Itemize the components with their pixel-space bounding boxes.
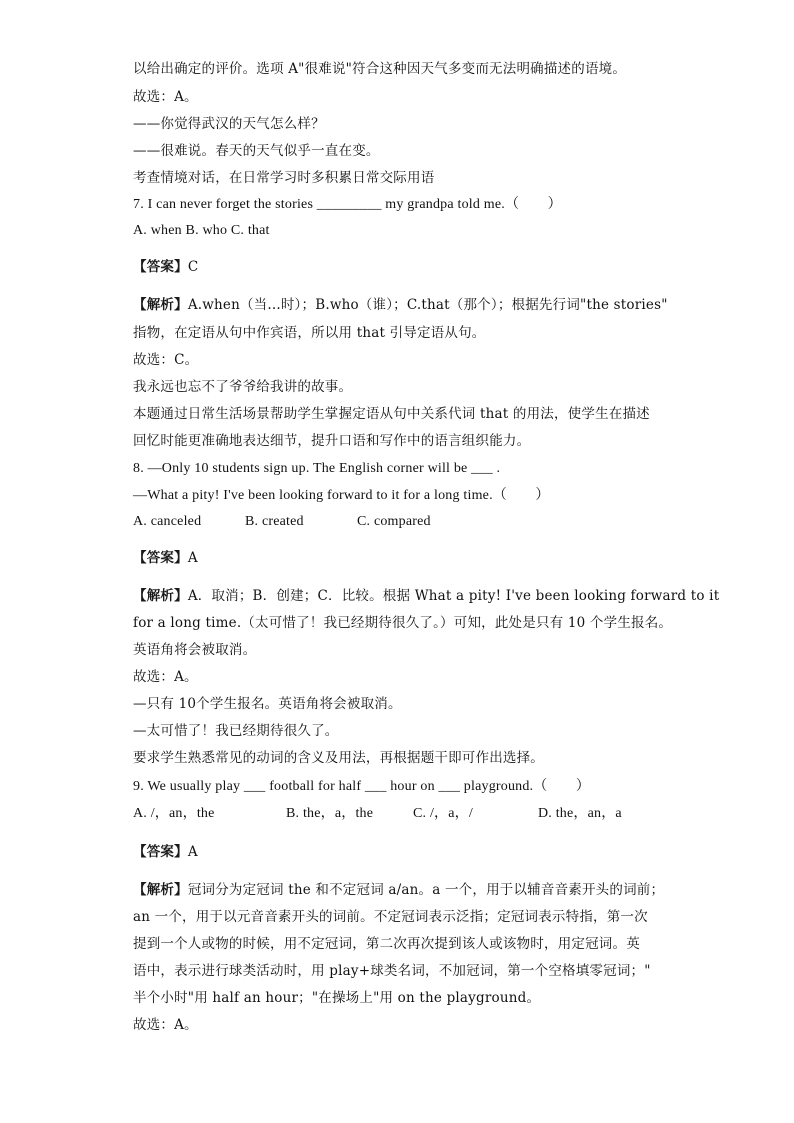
option-b: B. the，a，the bbox=[286, 806, 374, 821]
question-8: 8. —Only 10 students sign up. The English corner will be ___ . bbox=[133, 461, 501, 476]
analysis-tag: 【解析】 bbox=[133, 588, 188, 604]
text-line: 提到一个人或物的时候，用不定冠词，第二次再次提到该人或该物时，用定冠词。英 bbox=[133, 936, 640, 952]
text-line: 故选：A。 bbox=[133, 1017, 198, 1033]
text-line: ——你觉得武汉的天气怎么样？ bbox=[133, 116, 325, 132]
text-line: 本题通过日常生活场景帮助学生掌握定语从句中关系代词 that 的用法，使学生在描述 bbox=[133, 406, 650, 422]
text-line: —只有 10个学生报名。英语角将会被取消。 bbox=[133, 696, 402, 712]
option-b: B. created bbox=[245, 514, 304, 529]
answer-line bbox=[133, 549, 198, 567]
answer-value: A bbox=[187, 550, 198, 566]
analysis-line bbox=[133, 587, 719, 605]
answer-tag: 【答案】 bbox=[133, 550, 188, 566]
text-line: 故选：C。 bbox=[133, 352, 199, 368]
text-line: 故选：A。 bbox=[133, 669, 198, 685]
text-line: 回忆时能更准确地表达细节，提升口语和写作中的语言组织能力。 bbox=[133, 433, 531, 449]
answer-tag: 【答案】 bbox=[133, 259, 188, 275]
text-line: 半个小时"用 half an hour；"在操场上"用 on the playground。 bbox=[133, 990, 541, 1006]
option-c: C. compared bbox=[357, 514, 431, 529]
answer-value: A bbox=[187, 844, 198, 860]
text-line: 我永远也忘不了爷爷给我讲的故事。 bbox=[133, 379, 353, 395]
question-8-line2: —What a pity! I've been looking forward to it for a long time.（ ） bbox=[133, 488, 550, 503]
text-line: 以给出确定的评价。选项 A"很难说"符合这种因天气多变而无法明确描述的语境。 bbox=[133, 61, 627, 77]
question-9-options bbox=[133, 805, 622, 823]
text-line: an 一个，用于以元音音素开头的词前。不定冠词表示泛指；定冠词表示特指，第一次 bbox=[133, 909, 648, 925]
text-line: —太可惜了！我已经期待很久了。 bbox=[133, 723, 339, 739]
analysis-tag: 【解析】 bbox=[133, 297, 188, 313]
text-line: 指物，在定语从句中作宾语，所以用 that 引导定语从句。 bbox=[133, 325, 486, 341]
analysis-line bbox=[133, 881, 664, 899]
option-d: D. the，an，a bbox=[538, 806, 622, 821]
option-a: A. /，an，the bbox=[133, 806, 215, 821]
text-line: 语中，表示进行球类活动时，用 play+球类名词，不加冠词，第一个空格填零冠词；" bbox=[133, 963, 651, 979]
answer-tag: 【答案】 bbox=[133, 844, 188, 860]
answer-line bbox=[133, 843, 198, 861]
text-line: 考查情境对话，在日常学习时多积累日常交际用语 bbox=[133, 170, 435, 186]
question-8-options bbox=[133, 513, 431, 531]
analysis-text: 冠词分为定冠词 the 和不定冠词 a/an。a 一个，用于以辅音音素开头的词前； bbox=[187, 882, 665, 898]
question-7-options: A. when B. who C. that bbox=[133, 223, 270, 238]
answer-line bbox=[133, 258, 198, 276]
text-line: ——很难说。春天的天气似乎一直在变。 bbox=[133, 143, 380, 159]
question-7: 7. I can never forget the stories _________ my grandpa told me.（ ） bbox=[133, 197, 562, 212]
analysis-tag: 【解析】 bbox=[133, 882, 188, 898]
option-a: A. canceled bbox=[133, 514, 202, 529]
analysis-line bbox=[133, 296, 668, 314]
option-c: C. /，a，/ bbox=[413, 806, 473, 821]
text-line: 故选：A。 bbox=[133, 89, 198, 105]
answer-value: C bbox=[187, 259, 199, 275]
text-line: for a long time.（太可惜了！我已经期待很久了。）可知，此处是只有 10 个学生报名。 bbox=[133, 615, 673, 631]
question-9: 9. We usually play ___ football for half ___ hour on ___ playground.（ ） bbox=[133, 779, 591, 794]
analysis-text: A．取消；B．创建；C．比较。根据 What a pity! I've been looking forward to it bbox=[187, 588, 720, 604]
analysis-text: A.when（当...时）；B.who（谁）；C.that（那个）；根据先行词"the stories" bbox=[187, 297, 668, 313]
text-line: 要求学生熟悉常见的动词的含义及用法，再根据题干即可作出选择。 bbox=[133, 750, 544, 766]
text-line: 英语角将会被取消。 bbox=[133, 642, 257, 658]
